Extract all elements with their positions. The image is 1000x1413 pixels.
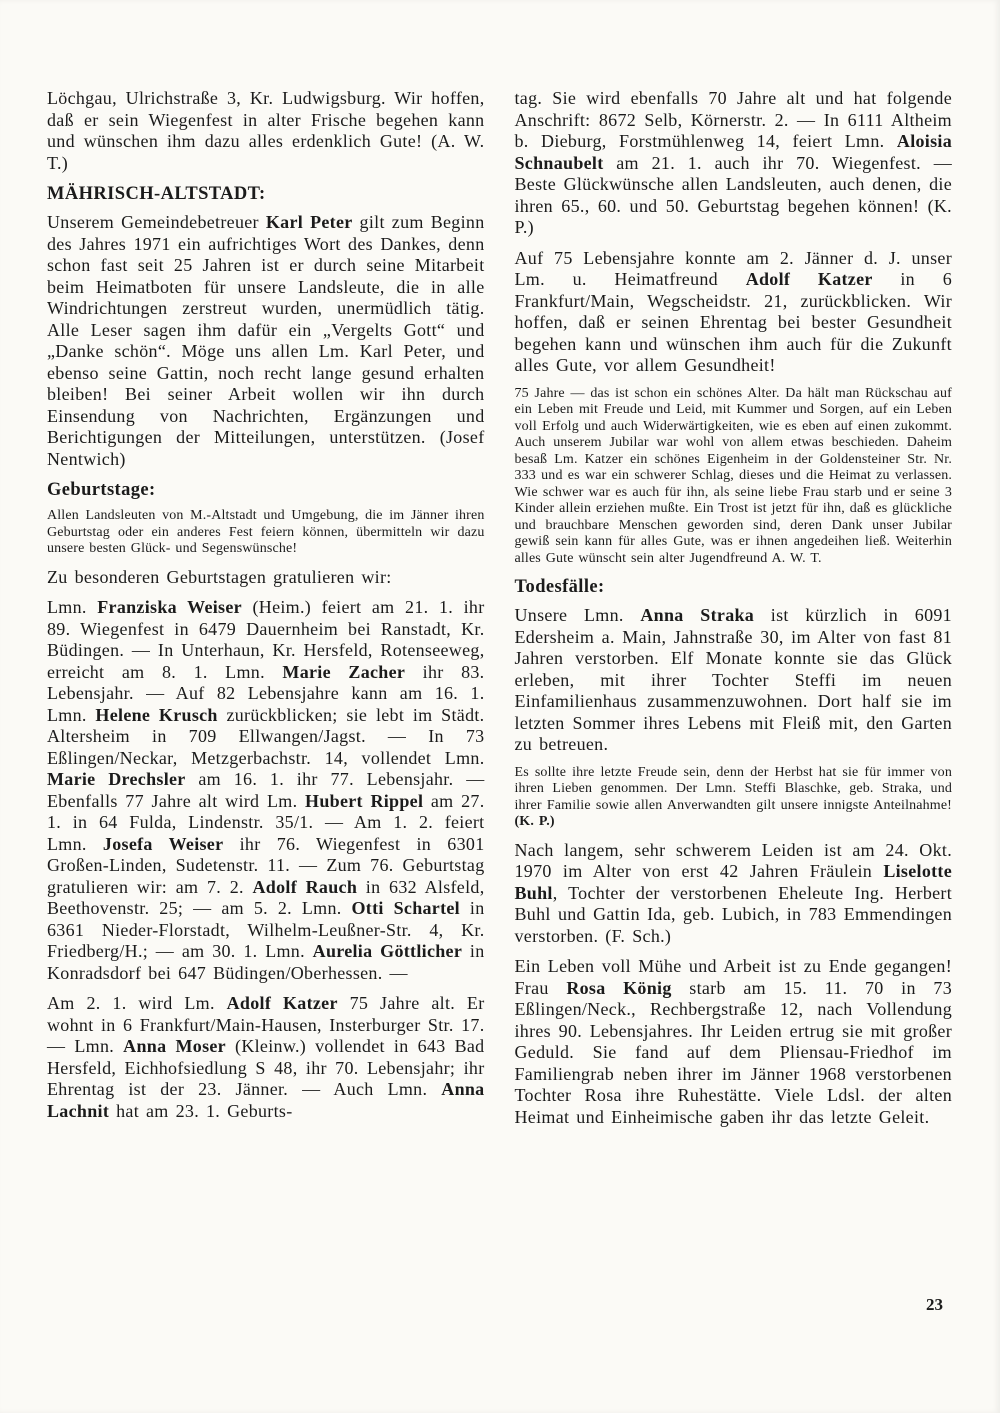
- text-run: , Tochter der verstorbenen Eheleute Ing. Herbert Buhl und Gattin Ida, geb. Lubich, in 783 Emmendingen verstorben. (F. Sch.): [514, 882, 952, 946]
- paragraph: [515, 88, 953, 239]
- text-run: in Konradsdorf bei 647 Büdingen/Oberhessen. —: [47, 941, 485, 983]
- emphasized-name: Aurelia Göttlicher: [312, 941, 463, 961]
- emphasized-name: Marie Zacher: [282, 661, 406, 682]
- text-run: Unsere Lmn.: [514, 605, 641, 625]
- paragraph: [515, 956, 953, 1128]
- text-run: gilt zum Beginn des Jahres 1971 ein aufrichtiges Wort des Dankes, denn schon fast seit 25 Jahren ist er durch seine Mitarbeit beim Heimatboten für unsere Landsleute, die in alle Windrichtungen zerstreut wurden, unermüdlich tätig. Alle Leser sagen ihm dafür ein „Vergelts Gott“ und „Danke schön“. Möge uns allen Lm. Karl Peter, und ebenso seine Gattin, noch recht lange gesund erhalten bleiben! Bei seiner Arbeit wollen wir ihn durch Einsendung von Nachrichten, Ergänzungen und Berichtigungen der Mitteilungen, unterstützen. (Josef Nentwich): [47, 212, 485, 469]
- emphasized-name: Karl Peter: [265, 212, 353, 232]
- text-run: starb am 15. 11. 70 in 73 Eßlingen/Neck., Rechbergstraße 12, nach Vollendung ihres 90. Lebensjahres. Ihr Leiden ertrug sie mit großer Geduld. Sie fand auf dem Pliensau-Friedhof im Familiengrab neben ihrer im Jänner 1968 verstorbenen Tochter Rosa ihre Ruhestätte. Viele Ldsl. der alten Heimat und Einheimische gaben ihr das letzte Geleit.: [514, 977, 952, 1127]
- section-heading: [515, 576, 953, 598]
- text-run: Lmn.: [47, 597, 98, 617]
- text-run: ihr 83. Lebensjahr. — Auf 82 Lebensjahre kann am 16. 1. Lmn.: [47, 661, 485, 725]
- emphasized-name: Adolf Katzer: [226, 993, 338, 1013]
- emphasized-name: Todesfälle:: [514, 577, 605, 597]
- paragraph: [47, 567, 485, 589]
- text-run: ihr 76. Wiegenfest in 6301 Großen-Linden, Sudetenstr. 11. — Zum 76. Geburtstag gratulieren wir: am 7. 2.: [47, 833, 485, 897]
- fine-print-paragraph: [47, 508, 485, 558]
- emphasized-name: Josefa Weiser: [102, 833, 224, 854]
- text-run: ist kürzlich in 6091 Edersheim a. Main, Jahnstraße 30, im Alter von fast 81 Jahren verstorben. Elf Monate konnte sie das Glück erleben, mit ihrer Tochter Steffi im neuen Einfamilienhaus zusammenzuwohnen. Dort half sie im letzten Sommer ihres Lebens mit Fleiß mit, den Garten zu betreuen.: [514, 605, 952, 754]
- text-run: (Kleinw.) vollendet in 643 Bad Hersfeld, Eichhofsiedlung S 48, ihr 70. Lebensjahr; ihr Ehrentag ist der 23. Jänner. — Auch Lmn.: [47, 1036, 485, 1099]
- section-heading: [47, 183, 485, 205]
- paragraph: [515, 605, 953, 756]
- emphasized-name: Otti Schartel: [351, 898, 460, 918]
- emphasized-name: Geburtstage:: [47, 480, 156, 500]
- fine-print-paragraph: [515, 765, 953, 831]
- emphasized-name: Adolf Rauch: [252, 876, 358, 897]
- paragraph: [47, 88, 485, 174]
- text-run: am 21. 1. auch ihr 70. Wiegenfest. — Beste Glückwünsche allen Landsleuten, auch denen, die ihren 65., 60. und 50. Geburtstag begehen können! (K. P.): [514, 152, 952, 237]
- text-run: hat am 23. 1. Geburts-: [109, 1100, 293, 1121]
- emphasized-name: (K. P.): [514, 814, 555, 829]
- emphasized-name: Helene Krusch: [95, 704, 218, 725]
- text-run: in 632 Alsfeld, Beethovenstr. 25; — am 5. 2. Lmn.: [47, 876, 485, 918]
- fine-print-paragraph: [515, 386, 953, 568]
- text-run: Es sollte ihre letzte Freude sein, denn der Herbst hat sie für immer von ihren Lieben genommen. Der Lmn. Steffi Blaschke, geb. Straka, und ihrer Familie sowie allen Anverwandten gilt unsere innigste Anteilnahme!: [514, 764, 952, 813]
- text-run: 75 Jahre alt. Er wohnt in 6 Frankfurt/Main-Hausen, Insterburger Str. 17. — Lmn.: [47, 993, 485, 1056]
- text-run: 75 Jahre — das ist schon ein schönes Alter. Da hält man Rückschau auf ein Leben mit Freude und Leid, mit Kummer und Sorgen, auf ein Leben voll Erfolg und auch Widerwärtigkeiten, wie es eben auf einen zukommt. Auch unserem Jubilar war wohl von allem etwas beschieden. Daheim besaß Lm. Katzer ein schönes Eigenheim in der Goldensteiner Str. Nr. 333 und es war ein schwerer Schlag, dieses und die Heimat zu verlassen. Wie schwer war es auch für ihn, als seine liebe Frau starb und er seine 3 Kinder allein erziehen mußte. Ein Trost ist jetzt für ihn, daß es glückliche und brauchbare Menschen geworden sind, deren Dank unser Jubilar gewiß sein kann für alles Gute, was er ihnen angedeihen ließ. Weiterhin alles Gute wünscht sein alter Jugendfreund A. W. T.: [514, 385, 952, 566]
- text-run: tag. Sie wird ebenfalls 70 Jahre alt und hat folgende Anschrift: 8672 Selb, Körnerstr. 2. — In 6111 Altheim b. Dieburg, Forstmühlenweg 14, feiert Lmn.: [514, 88, 952, 151]
- paragraph: [47, 212, 485, 470]
- text-run: Auf 75 Lebensjahre konnte am 2. Jänner d. J. unser Lm. u. Heimatfreund: [514, 247, 952, 289]
- emphasized-name: Liselotte Buhl: [514, 861, 952, 903]
- emphasized-name: Rosa König: [566, 977, 672, 998]
- paragraph: [515, 248, 953, 377]
- page-number: 23: [926, 1295, 943, 1314]
- paragraph: [515, 840, 953, 948]
- emphasized-name: Marie Drechsler: [47, 769, 186, 789]
- emphasized-name: MÄHRISCH-ALTSTADT:: [47, 184, 266, 204]
- text-run: in 6361 Nieder-Florstadt, Wilhelm-Leußner-Str. 4, Kr. Friedberg/H.; — am 30. 1. Lmn.: [47, 898, 485, 961]
- text-run: Zu besonderen Geburtstagen gratulieren wir:: [47, 566, 392, 587]
- text-run: Löchgau, Ulrichstraße 3, Kr. Ludwigsburg. Wir hoffen, daß er sein Wiegenfest in alter Frische begehen kann und wünschen ihm dazu alles erdenklich Gute! (A. W. T.): [47, 88, 485, 173]
- emphasized-name: Hubert Rippel: [305, 790, 424, 811]
- emphasized-name: Adolf Katzer: [745, 269, 873, 289]
- emphasized-name: Anna Lachnit: [47, 1079, 485, 1121]
- paragraph: [47, 597, 485, 984]
- text-run: am 16. 1. ihr 77. Lebensjahr. — Ebenfalls 77 Jahre alt wird Lm.: [47, 769, 485, 811]
- text-run: Unserem Gemeindebetreuer: [47, 212, 266, 232]
- paragraph: [47, 993, 485, 1122]
- text-run: (Heim.) feiert am 21. 1. ihr 89. Wiegenfest in 6479 Dauernheim bei Ranstadt, Kr. Büdingen. — In Unterhaun, Kr. Hersfeld, Rotenseeweg, erreicht am 8. 1. Lmn.: [47, 597, 485, 682]
- text-run: in 6 Frankfurt/Main, Wegscheidstr. 21, zurückblicken. Wir hoffen, daß er seinen Ehrentag bei bester Gesundheit begehen kann und wünschen ihm auch für die Zukunft alles Gute, vor allem Gesundheit!: [514, 269, 952, 375]
- emphasized-name: Anna Moser: [123, 1036, 226, 1056]
- emphasized-name: Anna Straka: [640, 605, 755, 625]
- text-run: Am 2. 1. wird Lm.: [47, 993, 227, 1013]
- section-heading: [47, 479, 485, 501]
- text-run: Nach langem, sehr schwerem Leiden ist am 24. Okt. 1970 im Alter von erst 42 Jahren Fräulein: [514, 839, 952, 881]
- column-right: [515, 88, 953, 1137]
- text-run: Allen Landsleuten von M.-Altstadt und Umgebung, die im Jänner ihren Geburtstag oder ein anderes Fest feiern können, übermitteln wir dazu unsere besten Glück- und Segenswünsche!: [47, 508, 485, 556]
- emphasized-name: Aloisia Schnaubelt: [514, 131, 952, 173]
- text-run: Ein Leben voll Mühe und Arbeit ist zu Ende gegangen! Frau: [514, 956, 952, 998]
- text-run: am 27. 1. in 64 Fulda, Lindenstr. 35/1. — Am 1. 2. feiert Lmn.: [47, 790, 485, 854]
- column-left: [47, 88, 485, 1137]
- emphasized-name: Franziska Weiser: [97, 597, 242, 617]
- text-run: zurückblicken; sie lebt im Städt. Altersheim in 709 Ellwangen/Jagst. — In 73 Eßlingen/Neckar, Metzgerbachstr. 14, vollendet Lmn.: [47, 704, 485, 768]
